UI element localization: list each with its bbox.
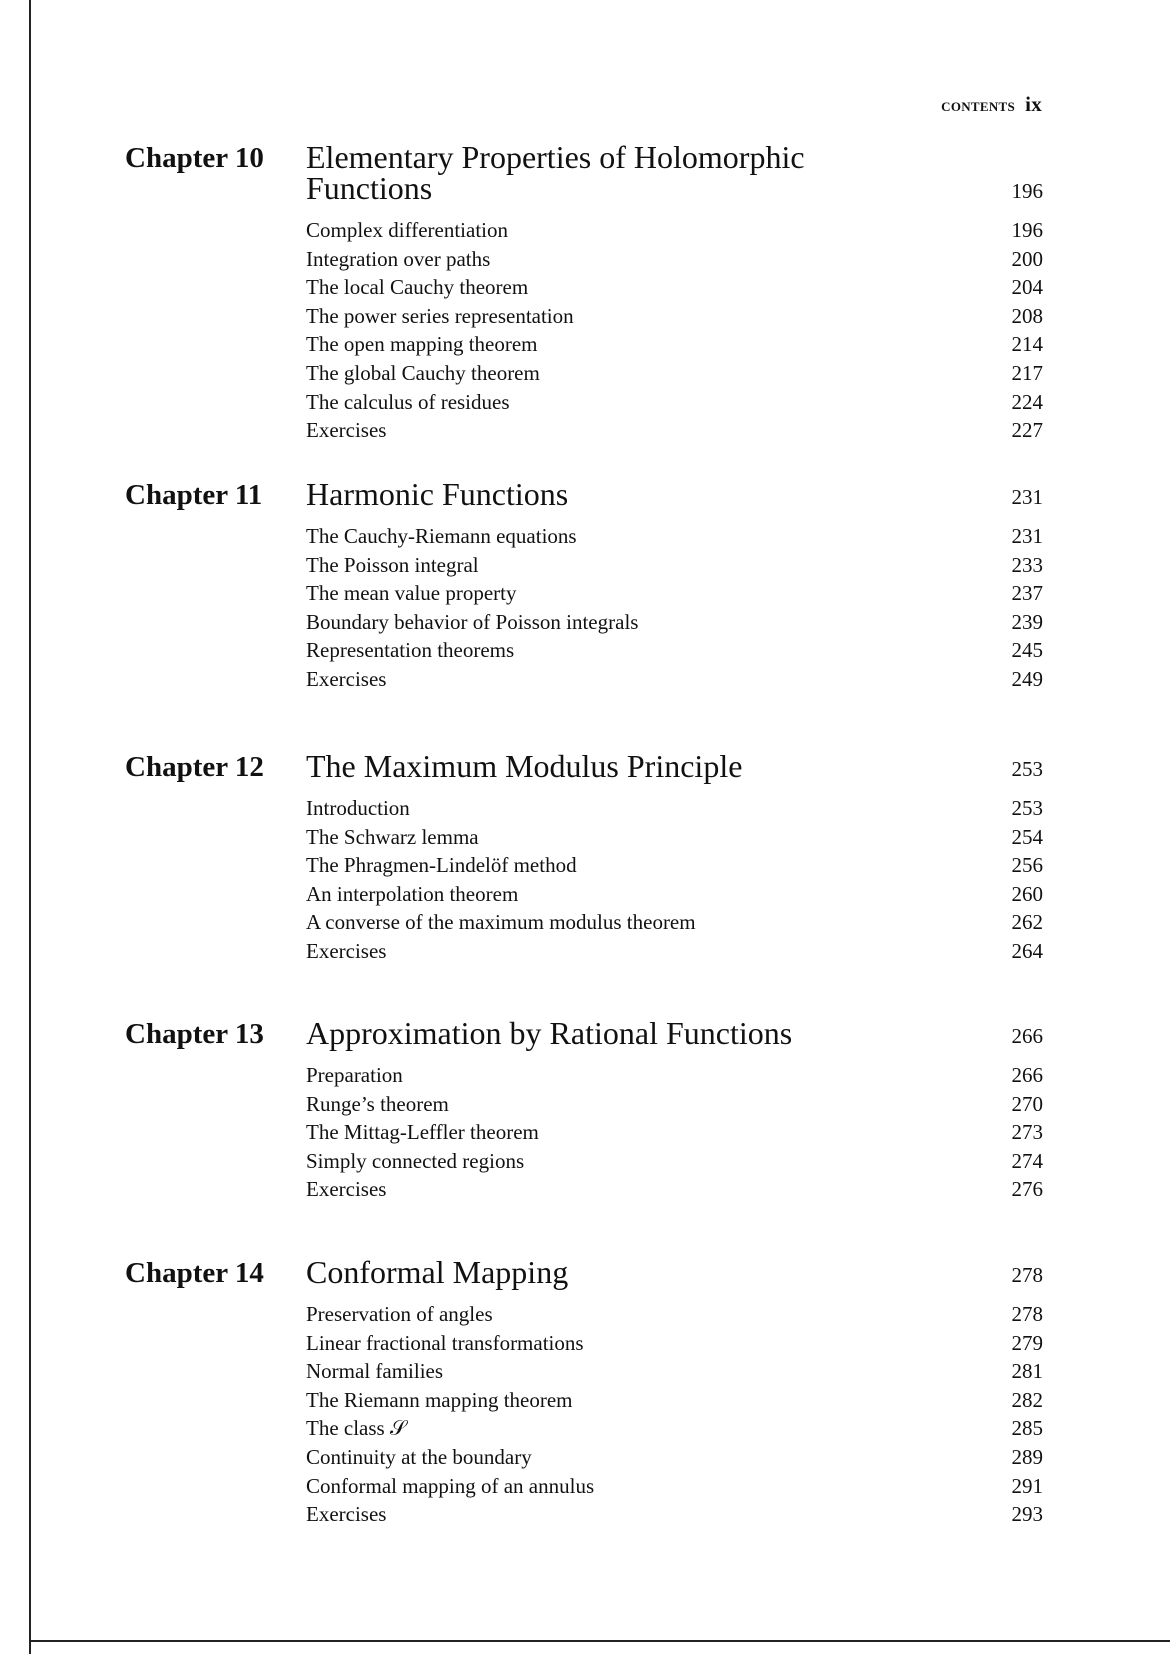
toc-entry-title: Exercises (306, 418, 387, 443)
toc-entry-page: 204 (1011, 275, 1043, 300)
toc-entry-title: The class 𝒮 (306, 1416, 407, 1441)
toc-entry-title: Exercises (306, 1502, 387, 1527)
toc-entry-page: 281 (1011, 1359, 1043, 1384)
section-list (306, 1061, 1043, 1204)
chapter-page-number: 231 (1011, 485, 1043, 509)
toc-entry-page: 274 (1011, 1148, 1043, 1173)
section-list (306, 1300, 1043, 1529)
toc-entry-page: 285 (1011, 1416, 1043, 1441)
toc-entry-page: 279 (1011, 1330, 1043, 1355)
chapter-14-section (125, 1256, 1043, 1529)
toc-entry-title: The Poisson integral (306, 552, 479, 577)
toc-entry[interactable] (306, 851, 1043, 880)
chapter-page-number: 266 (1011, 1024, 1043, 1048)
toc-entry[interactable] (306, 1300, 1043, 1329)
toc-entry-page: 239 (1011, 609, 1043, 634)
toc-entry-page: 291 (1011, 1473, 1043, 1498)
toc-entry-title: The Schwarz lemma (306, 824, 479, 849)
toc-entry-page: 245 (1011, 638, 1043, 663)
toc-entry-title: Boundary behavior of Poisson integrals (306, 609, 639, 634)
toc-entry[interactable] (306, 636, 1043, 665)
toc-entry-title: The mean value property (306, 581, 517, 606)
chapter-12-section (125, 750, 1043, 966)
toc-entry[interactable] (306, 1061, 1043, 1090)
toc-entry-title: The calculus of residues (306, 389, 510, 414)
toc-entry[interactable] (306, 1357, 1043, 1386)
toc-entry[interactable] (306, 273, 1043, 302)
toc-entry-title: The open mapping theorem (306, 332, 538, 357)
chapter-11-section (125, 478, 1043, 694)
page-edge-bottom (29, 1640, 1170, 1642)
toc-entry-title: Exercises (306, 938, 387, 963)
toc-entry-page: 278 (1011, 1302, 1043, 1326)
toc-entry-page: 289 (1011, 1444, 1043, 1469)
toc-entry[interactable] (306, 579, 1043, 608)
toc-entry-page: 266 (1011, 1063, 1043, 1087)
toc-entry[interactable] (306, 302, 1043, 331)
toc-entry-title: Introduction (306, 796, 410, 820)
section-list (306, 216, 1043, 445)
toc-entry[interactable] (306, 1175, 1043, 1204)
toc-entry[interactable] (306, 823, 1043, 852)
toc-entry[interactable] (306, 794, 1043, 823)
toc-entry-title: Complex differentiation (306, 218, 508, 242)
section-list (306, 794, 1043, 966)
chapter-heading (125, 750, 1043, 782)
chapter-13-section (125, 1017, 1043, 1204)
toc-entry-page: 200 (1011, 246, 1043, 271)
chapter-title (306, 141, 866, 204)
chapter-title (306, 1017, 866, 1049)
chapter-title (306, 478, 866, 510)
toc-entry-page: 276 (1011, 1177, 1043, 1202)
toc-entry-page: 282 (1011, 1387, 1043, 1412)
toc-entry-page: 231 (1011, 524, 1043, 548)
chapter-heading (125, 478, 1043, 510)
chapter-title-line: The Maximum Modulus Principle (306, 748, 743, 784)
toc-entry[interactable] (306, 330, 1043, 359)
toc-entry-title: Representation theorems (306, 638, 515, 663)
toc-entry-title: Runge’s theorem (306, 1091, 449, 1116)
toc-entry-title: A converse of the maximum modulus theorem (306, 910, 696, 935)
toc-entry-page: 196 (1011, 218, 1043, 242)
toc-entry-page: 227 (1011, 418, 1043, 443)
toc-entry-page: 214 (1011, 332, 1043, 357)
toc-entry[interactable] (306, 359, 1043, 388)
toc-entry[interactable] (306, 1090, 1043, 1119)
toc-entry-title: An interpolation theorem (306, 881, 519, 906)
toc-entry-title: The global Cauchy theorem (306, 360, 540, 385)
toc-entry[interactable] (306, 908, 1043, 937)
toc-entry-title: The Mittag-Leffler theorem (306, 1120, 539, 1145)
toc-entry-title: Integration over paths (306, 246, 491, 271)
running-head (941, 92, 1042, 117)
toc-entry-title: Preparation (306, 1063, 403, 1087)
toc-entry[interactable] (306, 665, 1043, 694)
chapter-title-line: Conformal Mapping (306, 1254, 569, 1290)
toc-entry[interactable] (306, 1386, 1043, 1415)
toc-entry-page: 208 (1011, 303, 1043, 328)
toc-entry[interactable] (306, 1147, 1043, 1176)
chapter-title-line: Elementary Properties of Holomorphic (306, 139, 805, 175)
chapter-number: Chapter 10 (125, 142, 264, 174)
chapter-title (306, 1256, 866, 1288)
chapter-number: Chapter 14 (125, 1257, 264, 1289)
running-head-page-number: ix (1025, 92, 1042, 116)
toc-entry-page: 237 (1011, 581, 1043, 606)
toc-entry[interactable] (306, 245, 1043, 274)
toc-entry-page: 264 (1011, 938, 1043, 963)
toc-entry-title: Linear fractional transformations (306, 1330, 584, 1355)
toc-entry-page: 270 (1011, 1091, 1043, 1116)
toc-entry-title: Exercises (306, 666, 387, 691)
toc-entry-title: The power series representation (306, 303, 574, 328)
toc-entry[interactable] (306, 1472, 1043, 1501)
section-list (306, 522, 1043, 694)
toc-entry[interactable] (306, 551, 1043, 580)
toc-entry[interactable] (306, 1500, 1043, 1529)
toc-entry-title: Conformal mapping of an annulus (306, 1473, 595, 1498)
toc-entry-title: The local Cauchy theorem (306, 275, 529, 300)
toc-entry[interactable] (306, 880, 1043, 909)
toc-entry[interactable] (306, 608, 1043, 637)
chapter-title (306, 750, 866, 782)
toc-entry-title: The Riemann mapping theorem (306, 1387, 573, 1412)
toc-entry[interactable] (306, 388, 1043, 417)
toc-entry-page: 254 (1011, 824, 1043, 849)
chapter-heading (125, 141, 1043, 204)
toc-entry-title: Continuity at the boundary (306, 1444, 532, 1469)
toc-entry-page: 273 (1011, 1120, 1043, 1145)
chapter-10-section (125, 141, 1043, 445)
toc-entry-page: 260 (1011, 881, 1043, 906)
chapter-number: Chapter 13 (125, 1018, 264, 1050)
toc-entry-title: Preservation of angles (306, 1302, 493, 1326)
toc-entry-title: Normal families (306, 1359, 444, 1384)
toc-entry-page: 249 (1011, 666, 1043, 691)
chapter-heading (125, 1017, 1043, 1049)
chapter-heading (125, 1256, 1043, 1288)
toc-entry-page: 256 (1011, 853, 1043, 878)
toc-entry[interactable] (306, 216, 1043, 245)
toc-entry[interactable] (306, 1329, 1043, 1358)
chapter-title-line: Functions (306, 170, 433, 206)
toc-entry-title: Simply connected regions (306, 1148, 525, 1173)
toc-entry-page: 224 (1011, 389, 1043, 414)
toc-entry-page: 293 (1011, 1502, 1043, 1527)
toc-entry-page: 262 (1011, 910, 1043, 935)
toc-entry-title: The Cauchy-Riemann equations (306, 524, 577, 548)
toc-entry[interactable] (306, 937, 1043, 966)
chapter-page-number: 278 (1011, 1263, 1043, 1287)
toc-entry[interactable] (306, 1443, 1043, 1472)
toc-entry-page: 217 (1011, 360, 1043, 385)
toc-entry[interactable] (306, 416, 1043, 445)
toc-entry[interactable] (306, 1414, 1043, 1443)
toc-entry-page: 253 (1011, 796, 1043, 820)
toc-entry-title: Exercises (306, 1177, 387, 1202)
chapter-number: Chapter 12 (125, 751, 264, 783)
chapter-number: Chapter 11 (125, 479, 263, 511)
chapter-page-number: 196 (1011, 179, 1043, 203)
toc-entry-title: The Phragmen-Lindelöf method (306, 853, 577, 878)
toc-entry-page: 233 (1011, 552, 1043, 577)
chapter-page-number: 253 (1011, 757, 1043, 781)
toc-entry[interactable] (306, 522, 1043, 551)
chapter-title-line: Approximation by Rational Functions (306, 1015, 793, 1051)
toc-entry[interactable] (306, 1118, 1043, 1147)
running-head-label: contents (941, 95, 1016, 115)
page-edge-left (29, 0, 31, 1654)
chapter-title-line: Harmonic Functions (306, 476, 569, 512)
